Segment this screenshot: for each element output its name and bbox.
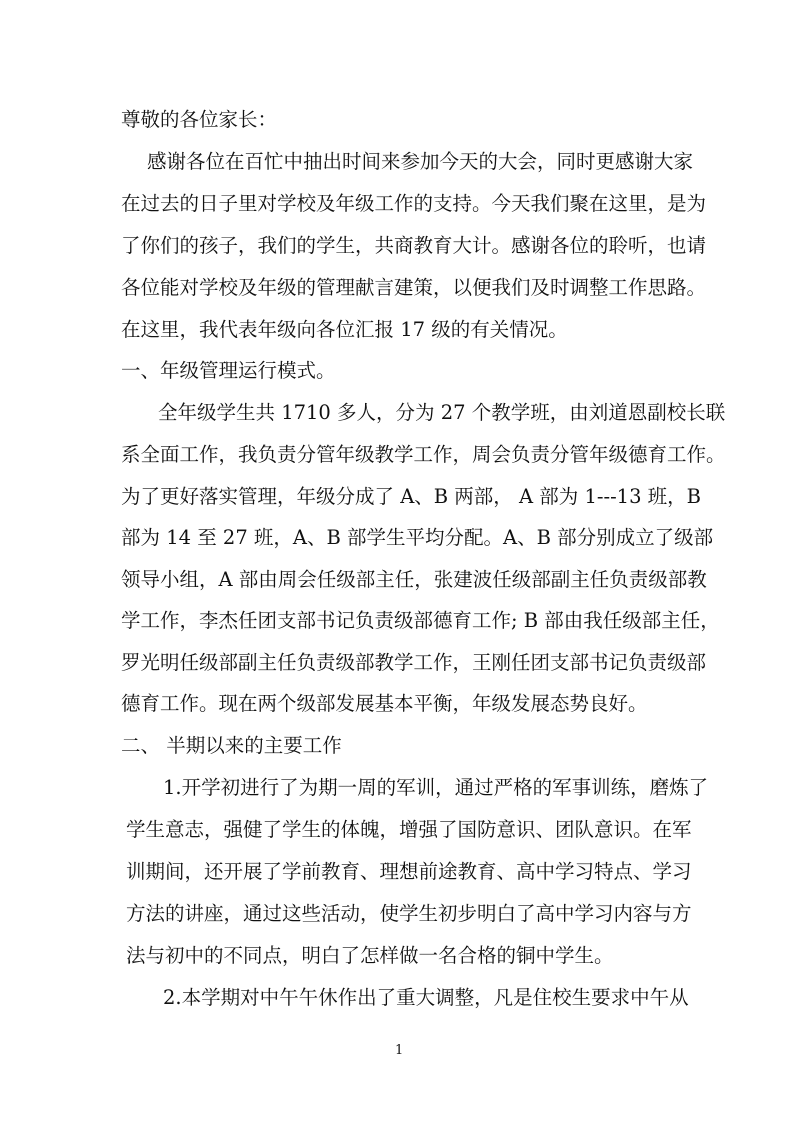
paragraph-line: 系全面工作，我负责分管年级教学工作，周会负责分管年级德育工作。 [121,443,726,466]
paragraph-line: 学生意志，强健了学生的体魄，增强了国防意识、团队意识。在军 [126,818,692,841]
section-heading: 二、 半期以来的主要工作 [121,734,342,757]
paragraph-line: 领导小组，A 部由周会任级部主任，张建波任级部副主任负责级部教 [121,568,707,591]
paragraph-line: 2.本学期对中午午休作出了重大调整，凡是住校生要求中午从 [163,986,689,1009]
paragraph-line: 学工作，李杰任团支部书记负责级部德育工作; B 部由我任级部主任， [121,609,720,632]
paragraph-line: 1.开学初进行了为期一周的军训，通过严格的军事训练，磨炼了 [163,776,709,799]
paragraph-line: 为了更好落实管理，年级分成了 A、B 两部， A 部为 1---13 班，B [121,485,702,508]
paragraph-line: 训期间，还开展了学前教育、理想前途教育、高中学习特点、学习 [126,860,692,883]
paragraph-line: 德育工作。现在两个级部发展基本平衡，年级发展态势良好。 [121,692,648,715]
paragraph-line: 了你们的孩子，我们的学生，共商教育大计。感谢各位的聆听，也请 [121,234,707,257]
salutation: 尊敬的各位家长： [121,108,278,131]
paragraph-line: 在这里，我代表年级向各位汇报 17 级的有关情况。 [121,318,568,341]
paragraph-line: 法与初中的不同点，明白了怎样做一名合格的铜中学生。 [126,944,614,967]
paragraph-line: 罗光明任级部副主任负责级部教学工作，王刚任团支部书记负责级部 [121,651,707,674]
paragraph-line: 全年级学生共 1710 多人，分为 27 个教学班，由刘道恩副校长联 [158,401,726,424]
paragraph-line: 各位能对学校及年级的管理献言建策，以便我们及时调整工作思路。 [121,276,707,299]
paragraph-line: 感谢各位在百忙中抽出时间来参加今天的大会，同时更感谢大家 [147,150,694,173]
page-number: 1 [395,1043,404,1058]
section-heading: 一、年级管理运行模式。 [121,359,336,382]
paragraph-line: 在过去的日子里对学校及年级工作的支持。今天我们聚在这里，是为 [121,192,707,215]
paragraph-line: 方法的讲座，通过这些活动，使学生初步明白了高中学习内容与方 [126,902,692,925]
paragraph-line: 部为 14 至 27 班，A、B 部学生平均分配。A、B 部分别成立了级部 [121,526,714,549]
